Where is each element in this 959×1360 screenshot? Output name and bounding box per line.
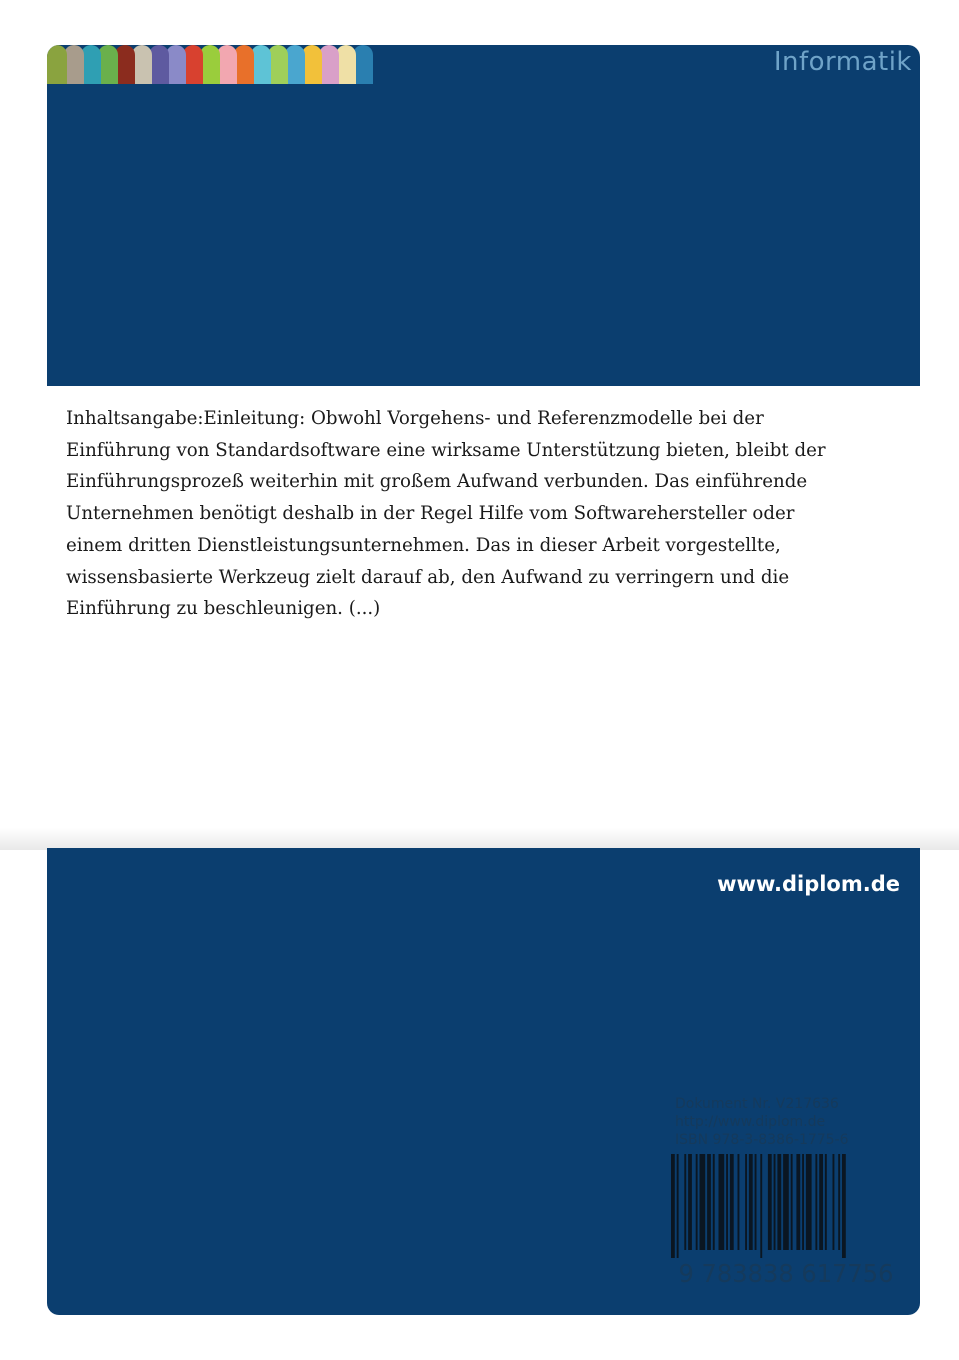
barcode-bar xyxy=(749,1154,753,1250)
color-stripe xyxy=(251,45,271,84)
category-label: Informatik xyxy=(773,47,912,77)
barcode-bar xyxy=(774,1154,776,1250)
barcode-bar xyxy=(815,1154,817,1250)
barcode-bar xyxy=(777,1154,781,1250)
isbn: ISBN 978-3-8386-1775-6 xyxy=(675,1132,849,1148)
color-stripe xyxy=(268,45,288,84)
color-stripes xyxy=(47,45,387,84)
abstract-text: Inhaltsangabe:Einleitung: Obwohl Vorgehens- und Referenzmodelle bei der Einführung von Standardsoftware eine wirksame Unterstützung bieten, bleibt der Einführungsprozeß weiterhin mit großem Aufwand verbunden. Das einführende Unternehmen benötigt deshalb in der Regel Hilfe vom Softwarehersteller oder einem dritten Dienstleistungsunternehmen. Das in dieser Arbeit vorgestellte, wissensbasierte Werkzeug zielt darauf ab, den Aufwand zu verringern und die Einführung zu beschleunigen. (...) xyxy=(66,408,826,620)
publisher-website[interactable]: www.diplom.de xyxy=(717,872,900,896)
document-number: Dokument Nr. V217636 xyxy=(675,1096,839,1112)
barcode-bar xyxy=(730,1154,734,1250)
cover-top-panel xyxy=(47,45,920,386)
color-stripe xyxy=(353,45,373,84)
barcode-bar xyxy=(684,1154,686,1250)
barcode-bar xyxy=(713,1154,715,1250)
color-stripe xyxy=(64,45,84,84)
barcode-bar xyxy=(688,1154,692,1250)
barcode-bar xyxy=(791,1154,793,1250)
color-stripe xyxy=(132,45,152,84)
color-stripe xyxy=(200,45,220,84)
barcode-bar xyxy=(825,1154,827,1250)
color-stripe xyxy=(183,45,203,84)
document-url: http://www.diplom.de xyxy=(675,1114,826,1130)
barcode-bar xyxy=(719,1154,725,1250)
barcode-bar xyxy=(806,1154,812,1250)
color-stripe xyxy=(166,45,186,84)
barcode-bar xyxy=(783,1154,789,1250)
color-stripe xyxy=(302,45,322,84)
color-stripe xyxy=(285,45,305,84)
color-stripe xyxy=(98,45,118,84)
color-stripe xyxy=(47,45,67,84)
barcode-bar xyxy=(838,1154,840,1250)
isbn-barcode xyxy=(669,1154,904,1286)
barcode-bar xyxy=(707,1154,711,1250)
barcode-bar xyxy=(745,1154,747,1250)
barcode-bar xyxy=(671,1154,675,1258)
barcode-bar xyxy=(842,1154,846,1258)
color-stripe xyxy=(336,45,356,84)
fold-shadow xyxy=(0,828,959,850)
color-stripe xyxy=(217,45,237,84)
barcode-bar xyxy=(796,1154,800,1250)
color-stripe xyxy=(115,45,135,84)
document-info xyxy=(675,1095,849,1149)
barcode-bar xyxy=(738,1154,740,1250)
barcode-bar xyxy=(700,1154,706,1250)
barcode-bar xyxy=(833,1154,835,1250)
color-stripe xyxy=(234,45,254,84)
barcode-bar xyxy=(760,1154,762,1258)
barcode-bar xyxy=(768,1154,772,1250)
barcode-digits: 9 783838 617756 xyxy=(678,1259,894,1286)
color-stripe xyxy=(149,45,169,84)
barcode-bar xyxy=(819,1154,823,1250)
barcode-bar xyxy=(802,1154,804,1250)
color-stripe xyxy=(81,45,101,84)
barcode-bar xyxy=(726,1154,728,1250)
barcode-bar xyxy=(696,1154,698,1250)
cover-bottom-panel xyxy=(47,848,920,1315)
barcode-bar xyxy=(677,1154,679,1258)
color-stripe xyxy=(319,45,339,84)
barcode-bar xyxy=(755,1154,757,1250)
